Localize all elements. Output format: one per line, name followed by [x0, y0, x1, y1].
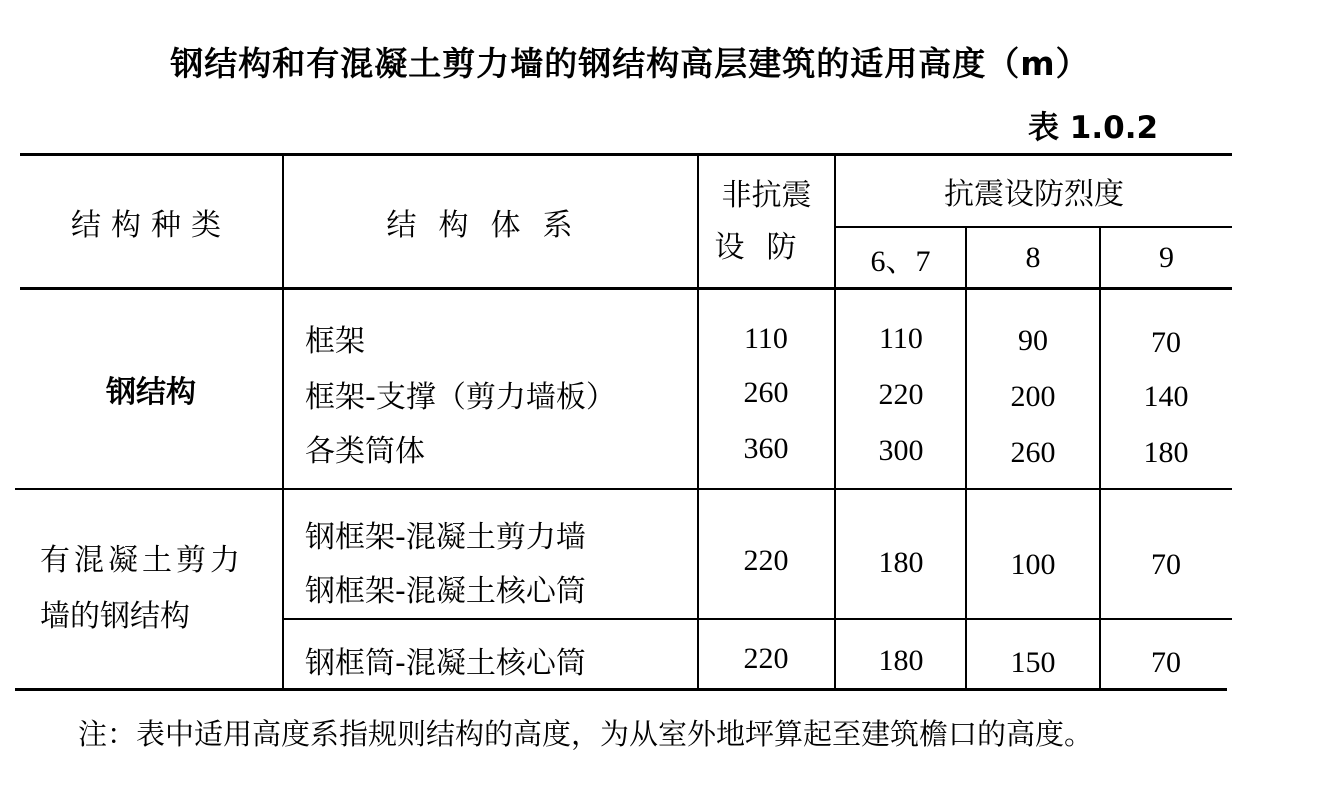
header-non-seismic-line1: 非抗震 — [721, 177, 812, 213]
header-non-seismic-line2: 设防 — [714, 229, 819, 265]
value-brace-i9: 140 — [1143, 380, 1189, 413]
table-number: 表 1.0.2 — [1028, 110, 1159, 146]
header-intensity-67: 6、7 — [870, 244, 931, 278]
header-intensity-9: 9 — [1159, 240, 1174, 274]
system-frame: 框架 — [305, 324, 365, 359]
category-composite — [20, 490, 282, 688]
value-brace-i67: 220 — [878, 378, 924, 411]
value-frametube-i67: 180 — [878, 644, 924, 677]
value-frame-i9: 70 — [1151, 326, 1181, 359]
header-non-seismic — [699, 156, 834, 287]
system-frame-shearwall: 钢框架-混凝土剪力墙 — [305, 520, 586, 555]
subgroup-divider-rule — [283, 618, 1232, 620]
value-frameconc-nonseismic: 220 — [743, 544, 789, 577]
system-frame-brace: 框架-支撑（剪力墙板） — [305, 380, 616, 415]
value-frameconc-i8: 100 — [1010, 548, 1056, 581]
value-frame-i67: 110 — [879, 322, 923, 355]
system-frametube-core: 钢框筒-混凝土核心筒 — [305, 646, 586, 681]
value-frame-i8: 90 — [1018, 324, 1048, 357]
value-frametube-i8: 150 — [1010, 646, 1056, 679]
category-composite-line1: 有混凝土剪力 — [40, 543, 244, 578]
header-category: 结构种类 — [71, 207, 231, 243]
value-brace-i8: 200 — [1010, 380, 1056, 413]
table-title: 钢结构和有混凝土剪力墙的钢结构高层建筑的适用高度（m） — [170, 44, 1090, 83]
value-frame-nonseismic: 110 — [744, 322, 788, 355]
header-system: 结构体系 — [386, 207, 595, 243]
value-frametube-nonseismic: 220 — [743, 642, 789, 675]
value-tube-nonseismic: 360 — [743, 432, 789, 465]
bottom-rule — [15, 688, 1227, 691]
value-frameconc-i67: 180 — [878, 546, 924, 579]
category-composite-line2: 墙的钢结构 — [40, 599, 190, 634]
table-note: 注：表中适用高度系指规则结构的高度，为从室外地坪算起至建筑檐口的高度。 — [78, 717, 1094, 751]
system-frame-core: 钢框架-混凝土核心筒 — [305, 574, 586, 609]
category-steel: 钢结构 — [106, 375, 196, 410]
system-tube: 各类筒体 — [305, 434, 425, 469]
header-intensity-8: 8 — [1025, 240, 1041, 274]
value-brace-nonseismic: 260 — [743, 376, 789, 409]
value-tube-i8: 260 — [1010, 436, 1056, 469]
value-tube-i9: 180 — [1143, 436, 1189, 469]
header-seismic-intensity: 抗震设防烈度 — [944, 177, 1124, 212]
value-tube-i67: 300 — [878, 434, 924, 467]
value-frametube-i9: 70 — [1151, 646, 1181, 679]
value-frameconc-i9: 70 — [1151, 548, 1181, 581]
